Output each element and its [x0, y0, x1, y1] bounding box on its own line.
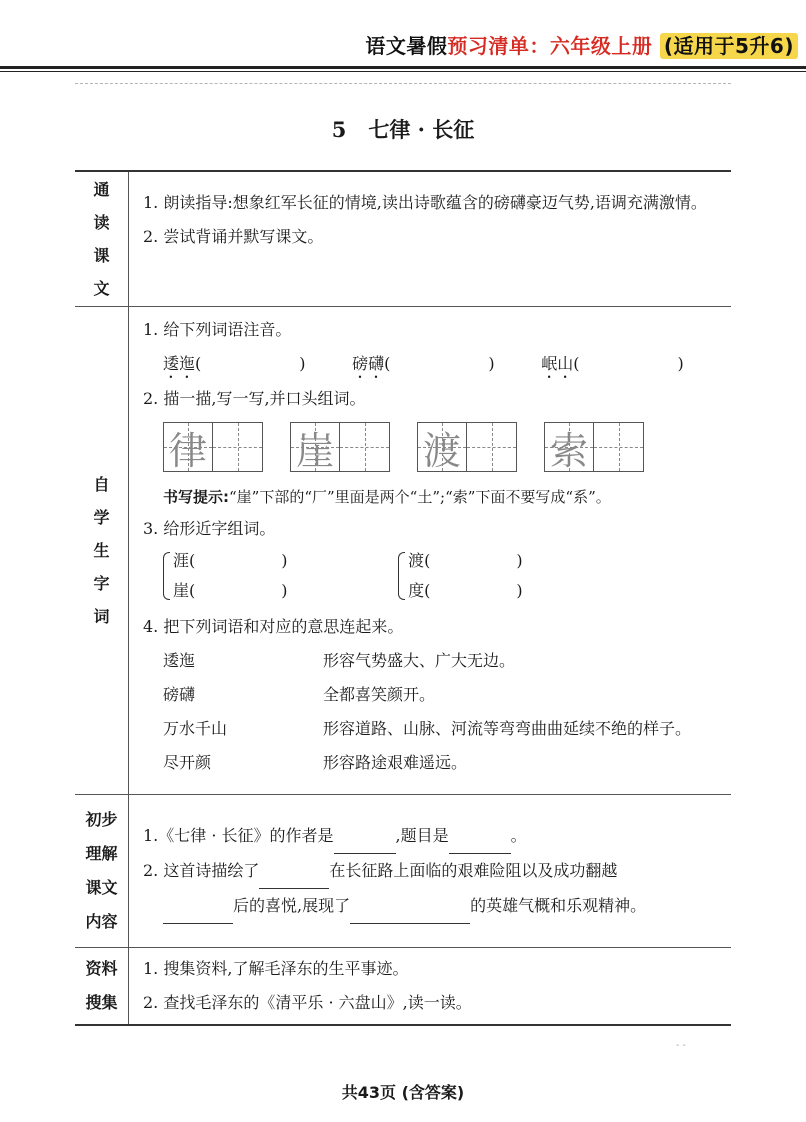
lesson-number: 5 [331, 117, 347, 142]
tianzi-grid [417, 422, 517, 472]
pinyin-word: 岷山 [541, 354, 574, 373]
label-word: 初步 [85, 810, 118, 829]
label-char: 生 [93, 541, 110, 560]
instruction-line: 2. 查找毛泽东的《清平乐 · 六盘山》,读一读。 [143, 993, 472, 1012]
label-word: 资料 [85, 959, 118, 978]
pair-char: 度 [408, 581, 425, 600]
section-content [129, 948, 732, 1026]
dotted-divider [75, 83, 731, 84]
matching-exercise [163, 644, 723, 780]
section-read-aloud [75, 171, 731, 307]
tip-text: “崖”下部的“厂”里面是两个“土”;“索”下面不要写成“系”。 [229, 488, 611, 506]
write-cell[interactable] [340, 422, 390, 472]
fill-line-1 [143, 819, 723, 854]
match-meaning[interactable]: 形容气势盛大、广大无边。 [323, 651, 516, 670]
tip-label: 书写提示: [163, 488, 229, 506]
lesson-name: 七律 · 长征 [368, 117, 475, 142]
match-meaning[interactable]: 形容道路、山脉、河流等弯弯曲曲延续不绝的样子。 [323, 719, 692, 738]
header-part2: 预习清单：六年级上册 [447, 34, 653, 58]
match-word[interactable]: 万水千山 [163, 719, 228, 738]
fill-line-2 [143, 854, 723, 889]
tianzi-grid [163, 422, 263, 472]
header-grade-badge: (适用于5升6) [660, 33, 798, 59]
worksheet-table [75, 170, 731, 1026]
section-label [75, 948, 129, 1026]
section-content [129, 795, 732, 948]
text: ,题目是 [395, 826, 449, 845]
label-char: 学 [93, 508, 110, 527]
label-char: 文 [93, 279, 110, 298]
label-word: 内容 [85, 912, 118, 931]
instruction-line: 1. 搜集资料,了解毛泽东的生平事迹。 [143, 959, 409, 978]
write-cell[interactable] [467, 422, 517, 472]
section-self-study [75, 307, 731, 795]
pair-row: 崖( ) [173, 581, 288, 600]
match-word[interactable]: 逶迤 [163, 651, 196, 670]
label-char: 课 [93, 246, 110, 265]
label-word: 理解 [85, 844, 118, 863]
header-rule-thick [0, 66, 806, 69]
label-char: 词 [93, 607, 110, 626]
pair-row: 度( ) [408, 581, 523, 600]
text: 2. 这首诗描绘了 [143, 861, 260, 880]
label-word: 课文 [85, 878, 118, 897]
trace-char: 崖 [295, 428, 334, 473]
instruction-line: 2. 尝试背诵并默写课文。 [143, 227, 324, 246]
label-char: 自 [93, 475, 110, 494]
text: 的英雄气概和乐观精神。 [470, 896, 647, 915]
trace-cell[interactable] [544, 422, 594, 472]
header-rule-thin [0, 71, 806, 72]
pinyin-item: 逶迤( ) [163, 354, 306, 373]
question-2: 2. 描一描,写一写,并口头组词。 [143, 389, 366, 408]
trace-char: 渡 [422, 428, 461, 473]
label-word: 搜集 [85, 993, 118, 1012]
match-word[interactable]: 尽开颜 [163, 753, 212, 772]
fill-line-3 [143, 889, 723, 924]
match-meaning[interactable]: 形容路途艰难遥远。 [323, 753, 468, 772]
match-meaning[interactable]: 全都喜笑颜开。 [323, 685, 436, 704]
pinyin-word: 逶迤 [163, 354, 196, 373]
instruction-line: 1. 朗读指导:想象红军长征的情境,读出诗歌蕴含的磅礴豪迈气势,语调充满激情。 [143, 193, 707, 212]
section-content [129, 171, 732, 307]
page-footer: 共43页 (含答案) [341, 1083, 465, 1102]
answer-blank[interactable] [334, 819, 396, 854]
write-cell[interactable] [213, 422, 263, 472]
pinyin-item: 岷山( ) [541, 354, 684, 373]
char-pair [163, 546, 393, 606]
trace-cell[interactable] [163, 422, 213, 472]
question-4: 4. 把下列词语和对应的意思连起来。 [143, 617, 404, 636]
page-mark: - - [676, 1040, 686, 1051]
text: 在长征路上面临的艰难险阻以及成功翻越 [329, 861, 618, 880]
trace-cell[interactable] [290, 422, 340, 472]
pair-char: 崖 [173, 581, 190, 600]
lesson-title [0, 114, 806, 144]
similar-char-groups [143, 546, 723, 606]
label-char: 读 [93, 213, 110, 232]
pinyin-word: 磅礴 [352, 354, 385, 373]
pinyin-item: 磅礴( ) [352, 354, 495, 373]
page-header [365, 30, 798, 59]
pinyin-row [143, 347, 723, 382]
question-3: 3. 给形近字组词。 [143, 519, 276, 538]
header-part1: 语文暑假 [365, 34, 448, 58]
trace-char: 律 [168, 428, 207, 473]
text: 1.《七律 · 长征》的作者是 [143, 826, 334, 845]
match-word[interactable]: 磅礴 [163, 685, 196, 704]
pair-char: 渡 [408, 551, 425, 570]
trace-cell[interactable] [417, 422, 467, 472]
question-1: 1. 给下列词语注音。 [143, 320, 292, 339]
section-content [129, 307, 732, 795]
answer-blank[interactable] [259, 854, 329, 889]
writing-grids [163, 422, 723, 472]
label-char: 字 [93, 574, 110, 593]
char-pair [398, 546, 523, 606]
text: 后的喜悦,展现了 [233, 896, 351, 915]
pair-char: 涯 [173, 551, 190, 570]
section-research [75, 948, 731, 1026]
section-label [75, 307, 129, 795]
tianzi-grid [290, 422, 390, 472]
answer-blank[interactable] [350, 889, 470, 924]
write-cell[interactable] [594, 422, 644, 472]
writing-tip [163, 482, 723, 512]
section-comprehension [75, 795, 731, 948]
pair-row: 涯( ) [173, 551, 288, 570]
section-label [75, 171, 129, 307]
answer-blank[interactable] [449, 819, 511, 854]
trace-char: 索 [549, 428, 588, 473]
answer-blank[interactable] [163, 889, 233, 924]
label-char: 通 [93, 180, 110, 199]
text: 。 [510, 826, 527, 845]
section-label [75, 795, 129, 948]
pair-row: 渡( ) [408, 551, 523, 570]
tianzi-grid [544, 422, 644, 472]
